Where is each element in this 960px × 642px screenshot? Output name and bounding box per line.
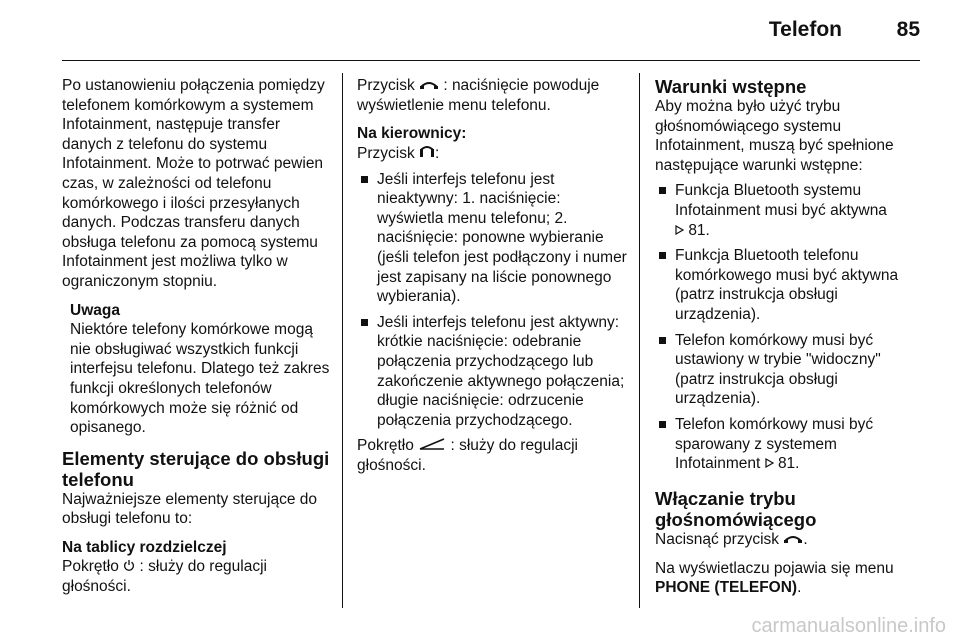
column-divider xyxy=(639,73,640,608)
list-item: Funkcja Bluetooth telefonu komórkowego musi być aktywna (patrz instrukcja obsługi urządzenia). xyxy=(655,246,920,324)
wheel-suffix: : xyxy=(435,144,440,162)
intro-paragraph: Po ustanowieniu połączenia pomiędzy telefonem komórkowym a systemem Infotainment, następuje transfer danych z telefonu do systemu Infotainment. Może to potrwać pewien czas, w zależności od telefonu komórkowego i ilości przesyłanych danych. Podczas transferu danych obsługa telefonu za pomocą systemu Infotainment jest możliwa tylko w ograniczonym stopniu. xyxy=(62,77,325,290)
list-item: Funkcja Bluetooth systemu Infotainment musi być aktywna 81. xyxy=(655,181,920,240)
column-divider xyxy=(342,73,343,608)
knob-prefix: Pokrętło xyxy=(357,437,414,455)
bullet-square-icon xyxy=(659,187,666,194)
note-title: Uwaga xyxy=(70,301,120,319)
bullet-square-icon xyxy=(659,421,666,428)
display-menu-text xyxy=(655,559,920,598)
button-prefix: Przycisk xyxy=(357,77,415,94)
knob-suffix: : służy do regulacji głośności. xyxy=(62,558,268,596)
page-reference[interactable]: 81. xyxy=(777,455,800,473)
page-reference-arrow-icon xyxy=(675,221,684,241)
prerequisites-list xyxy=(655,181,920,474)
column-right xyxy=(655,76,920,598)
wheel-prefix: Przycisk xyxy=(357,144,415,162)
watermark: carmanualsonline.info xyxy=(751,615,946,637)
prerequisites-intro: Aby można było użyć trybu głośnomówiącego systemu Infotainment, muszą być spełnione następujące warunki wstępne: xyxy=(655,98,894,174)
header-rule xyxy=(62,60,920,61)
bullet-square-icon xyxy=(361,319,368,326)
list-item: Telefon komórkowy musi być sparowany z systemem Infotainment 81. xyxy=(655,415,920,474)
page-reference-arrow-icon xyxy=(765,454,774,474)
volume-wedge-icon xyxy=(418,436,446,456)
bullet-square-icon xyxy=(361,176,368,183)
list-item: Jeśli interfejs telefonu jest aktywny: krótkie naciśnięcie: odebranie połączenia przychodzącego lub zakończenie aktywnego połączenia; długie naciśnięcie: odrzucenie połączenia przychodzącego. xyxy=(357,313,629,431)
page-title: Telefon xyxy=(768,18,842,41)
list-item: Telefon komórkowy musi być ustawiony w trybie "widoczny" (patrz instrukcja obsługi urządzenia). xyxy=(655,331,920,409)
power-knob-icon xyxy=(123,558,135,578)
knob-suffix: : służy do regulacji głośności. xyxy=(357,437,579,475)
steering-bullet-list xyxy=(357,170,629,431)
subheading-steering-wheel: Na kierownicy: xyxy=(357,125,467,143)
knob-prefix: Pokrętło xyxy=(62,558,119,576)
subheading-dashboard: Na tablicy rozdzielczej xyxy=(62,538,227,556)
bullet-square-icon xyxy=(659,337,666,344)
section-heading-prerequisites: Warunki wstępne xyxy=(655,76,807,97)
menu-name: PHONE (TELEFON) xyxy=(655,579,798,597)
dashboard-knob-text xyxy=(62,557,334,596)
handsfree-action xyxy=(655,530,920,550)
steering-button-text xyxy=(357,144,629,164)
section-heading-handsfree: Włączanie trybu głośnomówiącego xyxy=(655,487,817,530)
phone-wheel-button-icon xyxy=(419,144,435,164)
controls-intro: Najważniejsze elementy sterujące do obsługi telefonu to: xyxy=(62,490,318,528)
list-item: Jeśli interfejs telefonu jest nieaktywny: 1. naciśnięcie: wyświetla menu telefonu; 2. naciśnięcie: ponowne wybieranie (jeśli telefon jest podłączony i numer jest zapisany na liście ponownego wybierania). xyxy=(357,170,629,307)
phone-button-text xyxy=(357,76,629,115)
volume-knob-text xyxy=(357,436,629,475)
phone-handset-icon xyxy=(419,76,439,96)
section-heading-controls: Elementy sterujące do obsługi telefonu xyxy=(62,447,330,490)
action-prefix: Nacisnąć przycisk xyxy=(655,530,780,548)
phone-handset-icon xyxy=(783,530,803,550)
button-suffix: : naciśnięcie powoduje wyświetlenie menu telefonu. xyxy=(357,77,600,114)
action-suffix: . xyxy=(803,530,808,548)
menu-suffix: . xyxy=(797,579,802,597)
bullet-square-icon xyxy=(659,252,666,259)
note-text: Niektóre telefony komórkowe mogą nie obsługiwać wszystkich funkcji interfejsu telefonu. Dlatego też zakres funkcji określonych telefonów komórkowych może się różnić od opisanego. xyxy=(70,321,330,437)
page-number: 85 xyxy=(896,18,920,41)
page-header xyxy=(0,0,960,62)
note-box xyxy=(62,301,334,438)
column-left xyxy=(62,76,334,597)
column-middle xyxy=(357,76,629,476)
page-reference[interactable]: 81. xyxy=(688,221,710,239)
display-text: Na wyświetlaczu pojawia się menu xyxy=(655,559,894,577)
